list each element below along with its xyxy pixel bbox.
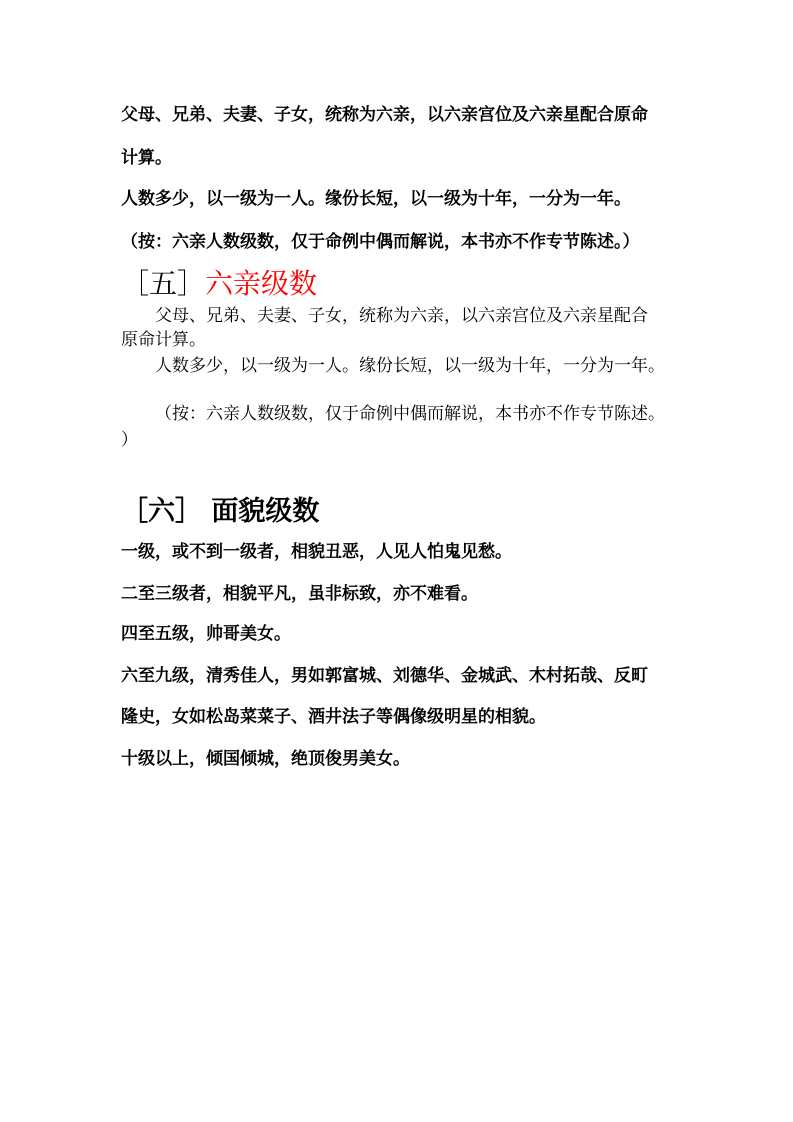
top-line-4: （按：六亲人数级数，仅于命例中偶而解说，本书亦不作专节陈述。） bbox=[121, 232, 640, 252]
five-line-4: （按：六亲人数级数，仅于命例中偶而解说，本书亦不作专节陈述。 bbox=[155, 404, 665, 424]
top-line-2: 计算。 bbox=[121, 148, 172, 168]
section-five-heading bbox=[121, 266, 681, 302]
section-six-heading: ［六］ 面貌级数 bbox=[121, 496, 320, 527]
six-line-4: 六至九级，清秀佳人，男如郭富城、刘德华、金城武、木村拓哉、反町 bbox=[121, 666, 648, 686]
section-five-bracket: ［五］ bbox=[121, 267, 206, 300]
five-line-5: ） bbox=[121, 430, 138, 450]
section-five-title: 六亲级数 bbox=[205, 267, 318, 300]
six-line-6: 十级以上，倾国倾城，绝顶俊男美女。 bbox=[121, 749, 410, 769]
top-line-1: 父母、兄弟、夫妻、子女，统称为六亲，以六亲宫位及六亲星配合原命 bbox=[121, 105, 648, 125]
six-line-5: 隆史，女如松岛菜菜子、酒井法子等偶像级明星的相貌。 bbox=[121, 707, 546, 727]
five-line-2: 原命计算。 bbox=[121, 330, 206, 350]
six-line-2: 二至三级者，相貌平凡，虽非标致，亦不难看。 bbox=[121, 584, 478, 604]
five-line-3: 人数多少，以一级为一人。缘份长短，以一级为十年，一分为一年。 bbox=[155, 356, 665, 376]
five-line-1: 父母、兄弟、夫妻、子女，统称为六亲，以六亲宫位及六亲星配合 bbox=[155, 306, 648, 326]
six-line-1: 一级，或不到一级者，相貌丑恶，人见人怕鬼见愁。 bbox=[121, 542, 512, 562]
top-line-3: 人数多少，以一级为一人。缘份长短，以一级为十年，一分为一年。 bbox=[121, 189, 631, 209]
six-line-3: 四至五级，帅哥美女。 bbox=[121, 624, 291, 644]
